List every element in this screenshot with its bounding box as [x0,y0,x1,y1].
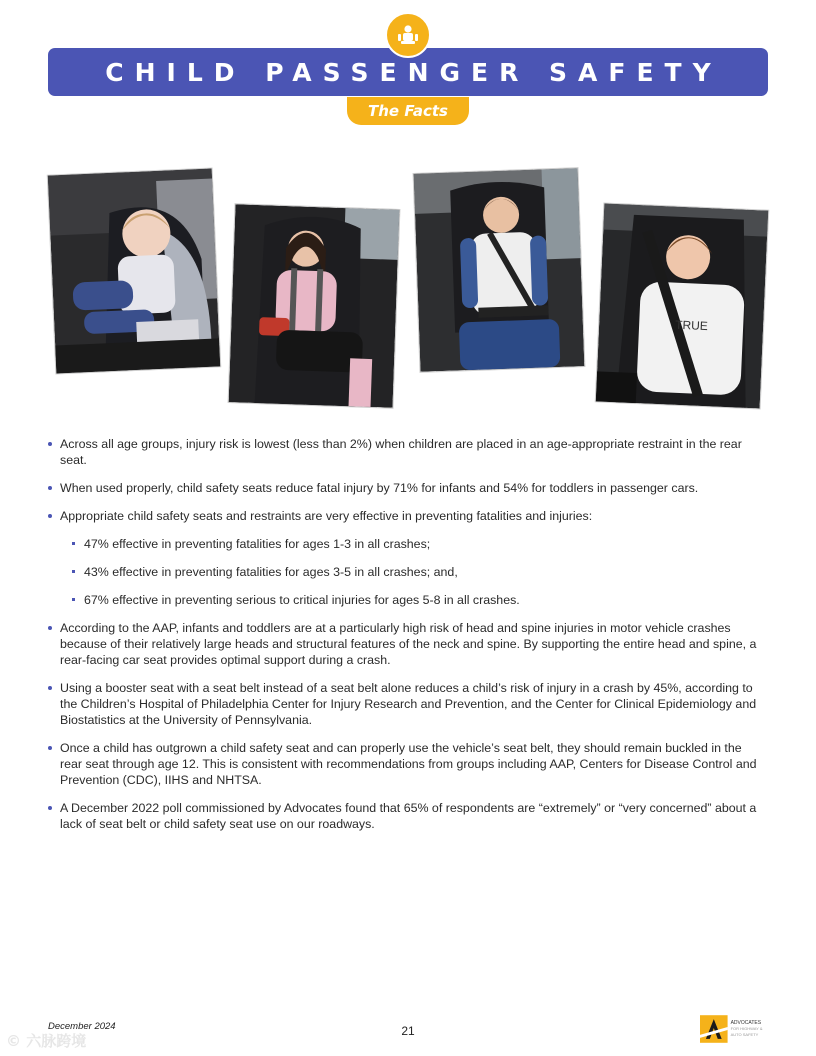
older-child-seat-belt-photo [596,204,768,409]
logo-name: ADVOCATES [730,1019,762,1026]
toddler-harness-seat-photo [229,204,400,408]
footer-date: December 2024 [48,1021,116,1032]
facts-content [48,436,764,844]
logo-text [731,1021,770,1038]
list-item: Across all age groups, injury risk is lowest (less than 2%) when children are placed in an age-appropriate restraint in the rear seat. [48,436,764,468]
watermark: © 六脉跨境 [6,1032,87,1050]
facts-list [48,436,764,832]
list-item: A December 2022 poll commissioned by Advocates found that 65% of respondents are “extremely” or “very concerned” about a lack of seat belt or child safety seat use on our roadways. [48,800,764,832]
child-car-seat-icon [385,12,431,58]
advocates-logo-icon [700,1015,728,1043]
list-item: According to the AAP, infants and toddlers are at a particularly high risk of head and spine injuries in motor vehicle crashes because of their relatively large heads and structural features of the neck and spine. By supporting the entire head and spine, a rear-facing car seat provides optimal support during a crash. [48,620,764,668]
list-item: Using a booster seat with a seat belt instead of a seat belt alone reduces a child’s risk of injury in a crash by 45%, according to the Children’s Hospital of Philadelphia Center for Injury Research and Prevention, and the Center for Clinical Epidemiology and Biostatistics at the University of Pennsylvania. [48,680,764,728]
sub-list-item: 43% effective in preventing fatalities for ages 3-5 in all crashes; and, [48,564,764,580]
page-title: CHILD PASSENGER SAFETY [105,57,722,87]
list-item: When used properly, child safety seats reduce fatal injury by 71% for infants and 54% for toddlers in passenger cars. [48,480,764,496]
list-item: Once a child has outgrown a child safety seat and can properly use the vehicle’s seat belt, they should remain buckled in the rear seat through age 12. This is consistent with recommendations from groups including AAP, Centers for Disease Control and Prevention (CDC), IIHS and NHTSA. [48,740,764,788]
subtitle: The Facts [368,102,448,120]
list-item: Appropriate child safety seats and restraints are very effective in preventing fatalities and injuries: [48,508,764,524]
advocates-logo [700,1014,770,1044]
subtitle-tab [347,97,469,125]
svg-text:TRUE: TRUE [674,317,709,334]
page-number: 21 [401,1024,415,1038]
child-booster-seat-photo [414,168,585,372]
infant-rear-facing-seat-photo [48,169,220,374]
logo-tagline: FOR HIGHWAY & AUTO SAFETY [730,1026,763,1037]
sub-list-item: 67% effective in preventing serious to critical injuries for ages 5-8 in all crashes. [48,592,764,608]
sub-list-item: 47% effective in preventing fatalities for ages 1-3 in all crashes; [48,536,764,552]
